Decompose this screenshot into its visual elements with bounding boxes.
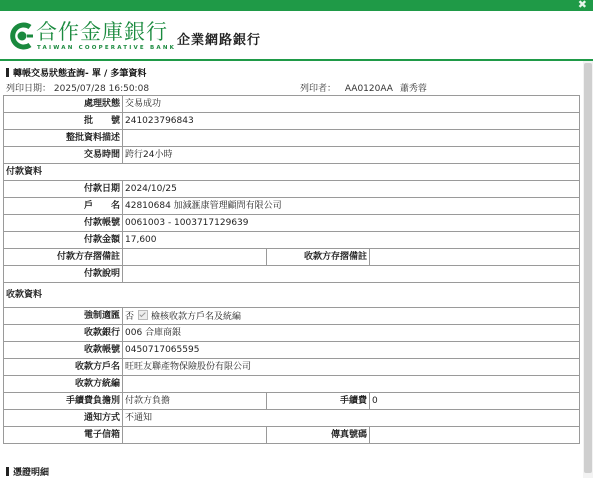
voucher-section-title: 憑證明細 [6,465,49,478]
force-label: 強制適匯 [4,308,123,325]
payee-note-value [370,249,580,266]
window-title-bar [0,0,593,11]
status-label: 處理狀態 [4,96,123,113]
force-check-text: 檢核收款方戶名及統編 [151,311,242,322]
payee-note-label: 收款方存摺備註 [267,249,370,266]
recv-acct-label: 收款帳號 [4,342,123,359]
pay-desc-value [123,266,580,283]
bank-name-cn: 合作金庫銀行 [36,20,168,44]
payer-note-value [123,249,267,266]
table-row [4,359,580,376]
fee-label: 手續費 [267,393,370,410]
recv-name-value: 旺旺友聯產物保險股份有限公司 [123,359,580,376]
table-row [4,164,580,181]
scrollbar-thumb[interactable] [584,63,592,473]
table-row [4,130,580,147]
service-name: 企業網路銀行 [177,33,262,48]
section-marker [6,467,9,476]
fee-bearer-label: 手續費負擔別 [4,393,123,410]
recv-tax-value [123,376,580,393]
acct-name-value: 42810684 加減滙康管理顧問有限公司 [123,198,580,215]
close-icon[interactable]: ✖ [577,0,587,11]
recv-bank-value: 006 合庫商銀 [123,325,580,342]
table-row [4,410,580,427]
table-row [4,342,580,359]
recv-acct-value: 0450717065595 [123,342,580,359]
table-row [4,249,580,266]
fee-bearer-value: 付款方負擔 [123,393,267,410]
table-row [4,113,580,130]
printer-info: 列印者： AA0120AA 蕭秀蓉 [300,84,427,94]
page-title: 轉帳交易狀態查詢- 單 / 多筆資料 [6,66,146,79]
pay-amount-label: 付款金額 [4,232,123,249]
pay-section-header: 付款資料 [4,164,580,181]
status-value: 交易成功 [123,96,580,113]
batch-value: 241023796843 [123,113,580,130]
check-icon [138,310,148,320]
section-marker [6,68,9,77]
recv-section-header: 收款資料 [4,283,580,308]
pay-amount-value: 17,600 [123,232,580,249]
table-row [4,96,580,113]
table-row [4,147,580,164]
table-row [4,198,580,215]
email-value [123,427,267,444]
pay-date-value: 2024/10/25 [123,181,580,198]
email-label: 電子信箱 [4,427,123,444]
recv-bank-label: 收款銀行 [4,325,123,342]
tx-time-label: 交易時間 [4,147,123,164]
table-row [4,427,580,444]
fax-value [370,427,580,444]
notify-label: 通知方式 [4,410,123,427]
bank-logo-icon [8,21,34,51]
bank-name-en: TAIWAN COOPERATIVE BANK [37,45,177,51]
table-row [4,215,580,232]
force-no: 否 [125,311,135,322]
print-date: 列印日期： 2025/07/28 16:50:08 [6,84,150,94]
recv-name-label: 收款方戶名 [4,359,123,376]
table-row [4,376,580,393]
pay-date-label: 付款日期 [4,181,123,198]
table-row [4,181,580,198]
payer-note-label: 付款方存摺備註 [4,249,123,266]
batch-label: 批 號 [4,113,123,130]
table-row [4,266,580,283]
fax-label: 傳真號碼 [267,427,370,444]
table-row [4,325,580,342]
transaction-detail-table [3,95,580,444]
pay-acct-label: 付款帳號 [4,215,123,232]
table-row [4,308,580,325]
recv-tax-label: 收款方統編 [4,376,123,393]
acct-name-label: 戶 名 [4,198,123,215]
notify-value: 不通知 [123,410,580,427]
batch-desc-value [123,130,580,147]
tx-time-value: 跨行24小時 [123,147,580,164]
pay-desc-label: 付款說明 [4,266,123,283]
pay-acct-value: 0061003 - 1003717129639 [123,215,580,232]
table-row [4,393,580,410]
table-row [4,232,580,249]
fee-value: 0 [370,393,580,410]
batch-desc-label: 整批資料描述 [4,130,123,147]
table-row [4,283,580,308]
force-value [123,308,580,325]
bank-header [0,11,593,61]
